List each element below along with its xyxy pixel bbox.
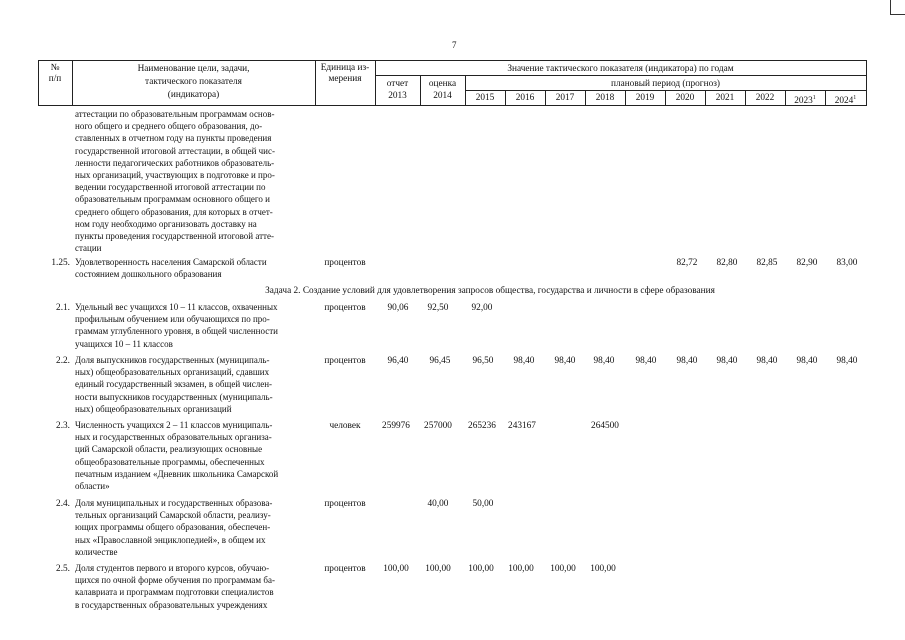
value-cell: 98,40: [593, 356, 615, 366]
row-number: 2.2.: [56, 356, 70, 366]
row-unit: процентов: [324, 303, 366, 313]
page-corner-mark: [890, 0, 905, 15]
page-number: 7: [452, 40, 457, 50]
header-no-label: п/п: [48, 74, 62, 84]
header-year-2017: 2017: [555, 93, 575, 103]
value-cell: 100,00: [468, 564, 494, 574]
row-indicator-name: Доля муниципальных и государственных образова- тельных организаций Самарской области, реализу- ющих программы общего образования, обеспечен- ных «Православной энциклопедией», в общем их количестве: [75, 498, 273, 557]
row-unit: процентов: [324, 356, 366, 366]
row-unit: человек: [329, 421, 361, 431]
value-cell: 257000: [424, 421, 452, 431]
row-indicator-name: Доля студентов первого и второго курсов, обучаю- щихся по очной форме обучения по программам ба- калавриата и программам подготовки специалистов в государственных образовательных учреждениях: [75, 563, 275, 610]
value-cell: 100,00: [508, 564, 534, 574]
header-year-2016: 2016: [515, 93, 535, 103]
header-year-2022: 2022: [755, 93, 775, 103]
value-cell: 259976: [382, 421, 410, 431]
value-cell: 96,40: [387, 356, 409, 366]
header-year-2015: 2015: [475, 93, 495, 103]
value-cell: 82,80: [716, 258, 738, 268]
value-cell: 100,00: [590, 564, 616, 574]
value-cell: 92,00: [471, 303, 493, 313]
value-cell: 98,40: [554, 356, 576, 366]
value-cell: 98,40: [836, 356, 858, 366]
row-number: 2.4.: [56, 499, 70, 509]
value-cell: 264500: [591, 421, 619, 431]
row-number: 2.5.: [56, 564, 70, 574]
row-unit: процентов: [324, 258, 366, 268]
header-year-2020: 2020: [675, 93, 695, 103]
row-number: 2.1.: [56, 303, 70, 313]
value-cell: 98,40: [716, 356, 738, 366]
value-cell: 98,40: [513, 356, 535, 366]
header-year-2023: 2023$^1$: [794, 95, 816, 107]
value-cell: 82,72: [676, 258, 698, 268]
value-cell: 98,40: [756, 356, 778, 366]
header-estimate-year: 2014: [433, 91, 452, 101]
header-name-line1: Наименование цели, задачи,: [137, 64, 250, 74]
value-cell: 98,40: [676, 356, 698, 366]
header-no-symbol: №: [50, 63, 60, 73]
header-estimate-label: оценка: [428, 79, 457, 89]
value-cell: 50,00: [472, 499, 494, 509]
header-values-title: Значение тактического показателя (индикатора) по годам: [507, 64, 734, 74]
header-name-line2: тактического показателя: [145, 77, 242, 87]
row-number: 2.3.: [56, 421, 70, 431]
row-indicator-name: Удовлетворенность населения Самарской области состоянием дошкольного образования: [75, 257, 267, 280]
value-cell: 92,50: [427, 303, 449, 313]
row-indicator-name: Доля выпускников государственных (муниципаль- ных) общеобразовательных организаций, сдавших единый государственный экзамен, в общей числен- ности выпускников государственных (муниципаль- ных) общеобразовательных организаций: [75, 355, 273, 414]
value-cell: 243167: [508, 421, 536, 431]
header-year-2019: 2019: [635, 93, 655, 103]
row-unit: процентов: [324, 499, 366, 509]
header-planned-period: плановый период (прогноз): [610, 79, 721, 89]
value-cell: 96,45: [429, 356, 451, 366]
value-cell: 100,00: [425, 564, 451, 574]
task-heading: Задача 2. Создание условий для удовлетворения запросов общества, государства и личности в сфере образования: [265, 286, 715, 296]
header-report-label: отчет: [386, 79, 409, 89]
header-name-line3: (индикатора): [167, 90, 220, 100]
value-cell: 96,50: [472, 356, 494, 366]
value-cell: 100,00: [550, 564, 576, 574]
value-cell: 82,90: [796, 258, 818, 268]
value-cell: 90,06: [387, 303, 409, 313]
row-number: 1.25.: [51, 258, 70, 268]
header-unit-line1: Единица из-: [320, 63, 370, 73]
row-indicator-name: Численность учащихся 2 – 11 классов муниципаль- ных и государственных образовательных организа- ций Самарской области, реализующих основные общеобразовательные программы, обеспеченных печатным изданием «Дневник школьника Самарской области»: [75, 420, 279, 492]
value-cell: 265236: [468, 421, 496, 431]
header-year-2024: 2024$^1$: [834, 95, 857, 107]
value-cell: 40,00: [427, 499, 449, 509]
row-indicator-name: Удельный вес учащихся 10 – 11 классов, охваченных профильным обучением или обучающихся по про- граммам углубленного уровня, в общей численности учащихся 10 – 11 классов: [75, 302, 278, 349]
value-cell: 82,85: [756, 258, 778, 268]
row-unit: процентов: [324, 564, 366, 574]
header-year-2021: 2021: [715, 93, 735, 103]
value-cell: 98,40: [635, 356, 657, 366]
header-year-2018: 2018: [595, 93, 615, 103]
value-cell: 100,00: [383, 564, 409, 574]
header-report-year: 2013: [388, 91, 407, 101]
header-unit-line2: мерения: [328, 74, 362, 84]
continued-row-text: аттестации по образовательным программам основ- ного общего и среднего общего образования, до- ставленных в отчетном году на пункты проведения государственной итоговой аттестации, в общей чис- ленности педагогических работников образователь- ных организаций, участвующих в подготовке и про- ведении государственной итоговой аттестации по образовательным программам основного общего и среднего общего образования, для которых в отчет- ном году необходимо организовать доставку на пункты проведения государственной итоговой атте- стации: [75, 109, 275, 254]
value-cell: 98,40: [796, 356, 818, 366]
value-cell: 83,00: [836, 258, 858, 268]
